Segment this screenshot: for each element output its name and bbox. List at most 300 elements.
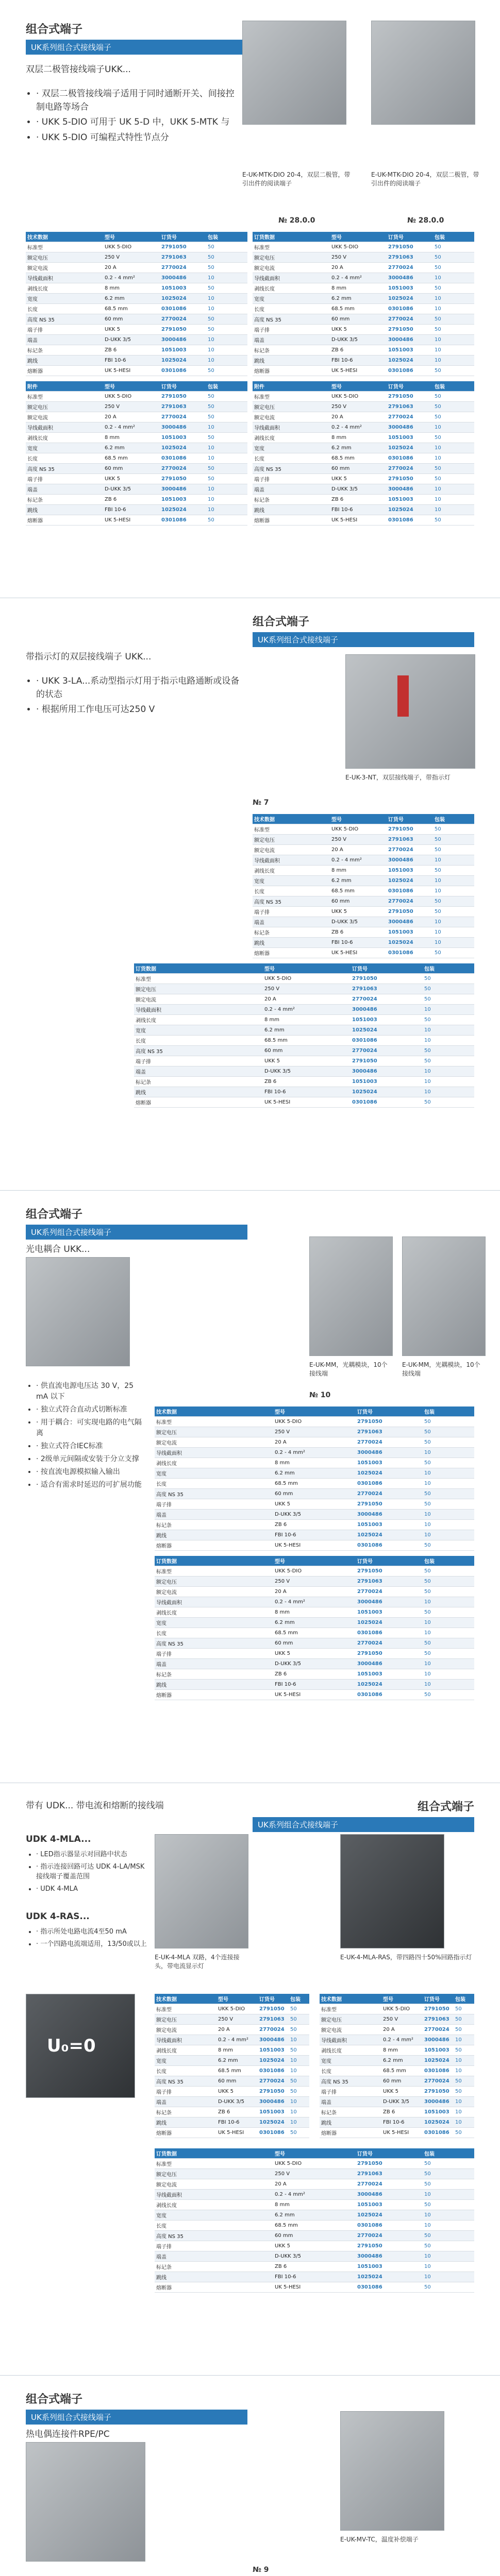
table-row bbox=[155, 1540, 474, 1551]
table-cell: 1025024 bbox=[387, 443, 433, 453]
table-cell: 50 bbox=[433, 515, 474, 526]
table-cell: 60 mm bbox=[216, 2076, 258, 2087]
table-cell: 3000486 bbox=[356, 2251, 423, 2262]
table-cell: 1051003 bbox=[387, 866, 433, 876]
table-row bbox=[134, 1056, 474, 1066]
table-row bbox=[320, 2014, 474, 2025]
table-cell: 端盖 bbox=[253, 917, 330, 927]
table-cell: 额定电压 bbox=[155, 1427, 273, 1437]
table-cell: UK 5-HESI bbox=[273, 1690, 356, 1700]
table-cell: 50 bbox=[423, 974, 474, 984]
table-cell: 3000486 bbox=[423, 2097, 454, 2107]
table-cell: 高度 NS 35 bbox=[26, 314, 103, 325]
table-cell: 50 bbox=[206, 392, 247, 402]
table-header: 型号 bbox=[263, 963, 351, 974]
table-cell: D-UKK 3/5 bbox=[216, 2097, 258, 2107]
table-cell: FBI 10-6 bbox=[330, 938, 387, 948]
table-cell: 10 bbox=[433, 304, 474, 314]
table-row bbox=[155, 1417, 474, 1427]
table-row bbox=[155, 2014, 309, 2025]
table-cell: 剥线长度 bbox=[155, 1607, 273, 1618]
table-cell: 50 bbox=[433, 464, 474, 474]
table-cell: UK 5-HESI bbox=[103, 515, 160, 526]
product-code: № 9 bbox=[253, 2566, 269, 2574]
table-cell: 50 bbox=[206, 366, 247, 376]
feature-item: • · 双层二极管接线端子适用于同时通断开关、间接控制电路等场合 bbox=[36, 88, 242, 114]
table-cell: 1025024 bbox=[351, 1025, 423, 1036]
table-cell: 0301086 bbox=[160, 453, 206, 464]
table-cell: 10 bbox=[423, 1087, 474, 1097]
product-code: № 7 bbox=[253, 799, 269, 807]
table-row bbox=[155, 1530, 474, 1540]
table-cell: 长度 bbox=[155, 1479, 273, 1489]
table-row bbox=[134, 1066, 474, 1077]
table-cell: 剥线长度 bbox=[26, 283, 103, 294]
table-cell: 250 V bbox=[273, 1577, 356, 1587]
table-cell: 10 bbox=[423, 1005, 474, 1015]
table-row bbox=[320, 2035, 474, 2045]
table-cell: 端子排 bbox=[253, 325, 330, 335]
section-title: 组合式端子 bbox=[26, 2393, 83, 2406]
table-cell: 高度 NS 35 bbox=[26, 464, 103, 474]
section-intro: 热电偶连接件RPE/PC bbox=[26, 2429, 110, 2439]
table-cell: 标准型 bbox=[155, 2004, 216, 2014]
section-title: 组合式端子 bbox=[417, 1801, 474, 1814]
table-row bbox=[320, 2056, 474, 2066]
table-cell: 1051003 bbox=[258, 2045, 289, 2056]
table-cell: 熔断器 bbox=[320, 2128, 381, 2138]
table-cell: 50 bbox=[423, 2231, 474, 2241]
table-row bbox=[155, 1566, 474, 1577]
table-row bbox=[134, 994, 474, 1005]
table-cell: 8 mm bbox=[273, 1607, 356, 1618]
table-cell: 2791050 bbox=[258, 2004, 289, 2014]
table-cell: 端子排 bbox=[320, 2087, 381, 2097]
table-cell: 跳线 bbox=[155, 2272, 273, 2282]
table-header: 技术数据 bbox=[26, 232, 103, 242]
product-code: № 10 bbox=[309, 1391, 331, 1399]
table-cell: 50 bbox=[206, 314, 247, 325]
table-header: 附件 bbox=[253, 381, 330, 392]
table-row bbox=[320, 2066, 474, 2076]
table-cell: 10 bbox=[423, 1669, 474, 1680]
table-header: 型号 bbox=[273, 1556, 356, 1566]
table-cell: 长度 bbox=[155, 2221, 273, 2231]
table-cell: 50 bbox=[423, 1056, 474, 1066]
table-cell: 10 bbox=[423, 1680, 474, 1690]
table-cell: 0301086 bbox=[387, 886, 433, 896]
table-cell: 10 bbox=[206, 422, 247, 433]
table-cell: 跳线 bbox=[155, 1530, 273, 1540]
table-cell: 2791063 bbox=[160, 402, 206, 412]
product-photo bbox=[402, 1236, 486, 1356]
table-cell: 3000486 bbox=[160, 273, 206, 283]
table-cell: 68.5 mm bbox=[216, 2066, 258, 2076]
table-row bbox=[155, 2097, 309, 2107]
table-header: 型号 bbox=[330, 814, 387, 824]
table-row bbox=[155, 1489, 474, 1499]
table-header: 订货号 bbox=[160, 232, 206, 242]
table-cell: 68.5 mm bbox=[103, 304, 160, 314]
table-cell: 10 bbox=[433, 495, 474, 505]
table-cell: 20 A bbox=[330, 412, 387, 422]
table-row bbox=[155, 1427, 474, 1437]
table-cell: 0301086 bbox=[356, 2282, 423, 2293]
table-cell: 68.5 mm bbox=[330, 304, 387, 314]
table-cell: 熔断器 bbox=[253, 515, 330, 526]
table-cell: 1025024 bbox=[356, 1680, 423, 1690]
table-row bbox=[253, 917, 474, 927]
table-cell: D-UKK 3/5 bbox=[273, 1659, 356, 1669]
table-cell: 10 bbox=[454, 2066, 474, 2076]
table-cell: 2791050 bbox=[356, 1566, 423, 1577]
table-row bbox=[26, 294, 247, 304]
table-header: 包装 bbox=[423, 1556, 474, 1566]
table-cell: 1051003 bbox=[160, 433, 206, 443]
table-row bbox=[155, 2087, 309, 2097]
table-cell: 10 bbox=[423, 2210, 474, 2221]
table-cell: 50 bbox=[423, 2159, 474, 2169]
table-cell: 50 bbox=[423, 2200, 474, 2210]
table-row bbox=[155, 1448, 474, 1458]
table-header: 型号 bbox=[103, 232, 160, 242]
table-cell: 3000486 bbox=[356, 1510, 423, 1520]
table-body bbox=[134, 974, 474, 1108]
table-row bbox=[26, 283, 247, 294]
table-cell: 10 bbox=[433, 484, 474, 495]
table-cell: 50 bbox=[423, 1046, 474, 1056]
table-row bbox=[155, 1690, 474, 1700]
table-cell: 1025024 bbox=[160, 443, 206, 453]
table-row bbox=[134, 984, 474, 994]
table-cell: 1051003 bbox=[356, 1607, 423, 1618]
table-cell: 额定电压 bbox=[320, 2014, 381, 2025]
table-cell: 50 bbox=[433, 866, 474, 876]
table-cell: 10 bbox=[289, 2035, 309, 2045]
table-cell: 0301086 bbox=[387, 515, 433, 526]
table-cell: 2770024 bbox=[387, 314, 433, 325]
table-cell: 8 mm bbox=[273, 2200, 356, 2210]
table-cell: 20 A bbox=[330, 263, 387, 273]
table-cell: 10 bbox=[289, 2097, 309, 2107]
table-cell: 1051003 bbox=[387, 283, 433, 294]
table-row bbox=[253, 366, 474, 376]
table-cell: 长度 bbox=[253, 453, 330, 464]
table-cell: 20 A bbox=[216, 2025, 258, 2035]
table-cell: 高度 NS 35 bbox=[155, 2231, 273, 2241]
table-cell: 50 bbox=[433, 314, 474, 325]
table-cell: UKK 5 bbox=[330, 474, 387, 484]
feature-item: • · UKK 5-DIO 可用于 UK 5-D 中，UKK 5-MTK 与 bbox=[36, 116, 242, 129]
table-cell: 导线截面积 bbox=[155, 1448, 273, 1458]
table-cell: 68.5 mm bbox=[273, 2221, 356, 2231]
table-cell: 10 bbox=[423, 1066, 474, 1077]
table-cell: 熔断器 bbox=[253, 366, 330, 376]
table-cell: FBI 10-6 bbox=[273, 1530, 356, 1540]
section-diode-terminals bbox=[0, 10, 500, 598]
accessory-table bbox=[253, 381, 474, 526]
table-cell: 2791063 bbox=[356, 2169, 423, 2179]
table-cell: 标准型 bbox=[26, 392, 103, 402]
table-cell: 10 bbox=[454, 2117, 474, 2128]
table-cell: 10 bbox=[423, 1025, 474, 1036]
table-cell: 6.2 mm bbox=[330, 443, 387, 453]
table-row bbox=[253, 886, 474, 896]
table-row bbox=[320, 2004, 474, 2014]
table-cell: 额定电流 bbox=[26, 263, 103, 273]
table-cell: 标记条 bbox=[253, 927, 330, 938]
table-cell: ZB 6 bbox=[263, 1077, 351, 1087]
table-row bbox=[253, 927, 474, 938]
table-header: 订货数据 bbox=[253, 232, 330, 242]
table-row bbox=[253, 845, 474, 855]
table-row bbox=[155, 1510, 474, 1520]
table-cell: 1025024 bbox=[387, 938, 433, 948]
table-cell: D-UKK 3/5 bbox=[330, 484, 387, 495]
table-cell: 跳线 bbox=[26, 505, 103, 515]
table-row bbox=[155, 1458, 474, 1468]
table-cell: 端盖 bbox=[26, 484, 103, 495]
table-cell: 250 V bbox=[103, 402, 160, 412]
product-photo bbox=[155, 1834, 248, 1948]
table-row bbox=[253, 355, 474, 366]
table-cell: UK 5-HESI bbox=[381, 2128, 423, 2138]
table-cell: 50 bbox=[206, 283, 247, 294]
table-cell: D-UKK 3/5 bbox=[103, 335, 160, 345]
table-row bbox=[26, 484, 247, 495]
order-data-table bbox=[134, 963, 474, 1108]
table-cell: FBI 10-6 bbox=[330, 355, 387, 366]
table-cell: 250 V bbox=[216, 2014, 258, 2025]
table-row bbox=[155, 1638, 474, 1649]
table-header: 订货数据 bbox=[134, 963, 263, 974]
table-cell: 50 bbox=[423, 1540, 474, 1551]
feature-item: • · 一个四路电流端适用，13/50或以上 bbox=[36, 1939, 149, 1950]
table-cell: 50 bbox=[206, 464, 247, 474]
table-cell: ZB 6 bbox=[273, 1669, 356, 1680]
table-cell: 长度 bbox=[253, 886, 330, 896]
table-body bbox=[26, 392, 247, 526]
section-intro: 光电耦合 UKK... bbox=[26, 1244, 90, 1255]
table-cell: 2770024 bbox=[258, 2025, 289, 2035]
table-cell: 标记条 bbox=[253, 495, 330, 505]
table-cell: 10 bbox=[423, 2251, 474, 2262]
table-row bbox=[155, 1669, 474, 1680]
table-row bbox=[253, 294, 474, 304]
table-cell: 标准型 bbox=[26, 242, 103, 252]
feature-item: • · 独立式符合IEC标准 bbox=[36, 1441, 144, 1452]
table-cell: 2791063 bbox=[351, 984, 423, 994]
table-cell: 1051003 bbox=[351, 1077, 423, 1087]
table-cell: 50 bbox=[423, 2282, 474, 2293]
table-cell: 0.2 - 4 mm² bbox=[273, 1597, 356, 1607]
table-row bbox=[253, 422, 474, 433]
table-header: 型号 bbox=[216, 1994, 258, 2004]
table-cell: 10 bbox=[423, 1510, 474, 1520]
table-cell: 10 bbox=[423, 2221, 474, 2231]
table-cell: 10 bbox=[423, 1618, 474, 1628]
table-cell: 68.5 mm bbox=[330, 453, 387, 464]
product-photo bbox=[345, 654, 475, 769]
table-cell: 10 bbox=[423, 1448, 474, 1458]
subsection-title: UDK 4-MLA... bbox=[26, 1834, 91, 1844]
table-cell: 剥线长度 bbox=[320, 2045, 381, 2056]
table-cell: 2791050 bbox=[387, 824, 433, 835]
table-cell: 额定电流 bbox=[253, 412, 330, 422]
table-cell: FBI 10-6 bbox=[263, 1087, 351, 1097]
table-row bbox=[155, 2117, 309, 2128]
table-cell: 10 bbox=[289, 2056, 309, 2066]
table-cell: 10 bbox=[206, 453, 247, 464]
table-cell: 高度 NS 35 bbox=[253, 896, 330, 907]
table-cell: 1051003 bbox=[423, 2045, 454, 2056]
table-row bbox=[253, 824, 474, 835]
product-photo bbox=[26, 1257, 130, 1366]
table-header: 包装 bbox=[206, 232, 247, 242]
table-row bbox=[253, 443, 474, 453]
table-cell: ZB 6 bbox=[330, 927, 387, 938]
table-cell: UKK 5 bbox=[381, 2087, 423, 2097]
table-cell: 剥线长度 bbox=[155, 2045, 216, 2056]
table-cell: 10 bbox=[289, 2066, 309, 2076]
feature-item: • · LED指示器显示对回路中状态 bbox=[36, 1850, 149, 1860]
table-cell: 8 mm bbox=[263, 1015, 351, 1025]
table-row bbox=[26, 453, 247, 464]
table-row bbox=[134, 1087, 474, 1097]
table-cell: 端盖 bbox=[155, 2097, 216, 2107]
table-row bbox=[253, 855, 474, 866]
table-row bbox=[320, 2128, 474, 2138]
table-cell: 250 V bbox=[273, 1427, 356, 1437]
table-row bbox=[134, 1015, 474, 1025]
table-cell: 8 mm bbox=[103, 433, 160, 443]
table-row bbox=[320, 2097, 474, 2107]
table-row bbox=[26, 505, 247, 515]
table-cell: 68.5 mm bbox=[263, 1036, 351, 1046]
table-cell: FBI 10-6 bbox=[273, 1680, 356, 1690]
table-cell: 1051003 bbox=[160, 283, 206, 294]
table-cell: 宽度 bbox=[155, 1618, 273, 1628]
table-cell: D-UKK 3/5 bbox=[273, 2251, 356, 2262]
table-row bbox=[155, 2231, 474, 2241]
table-cell: 50 bbox=[423, 1649, 474, 1659]
table-cell: 2791050 bbox=[160, 392, 206, 402]
table-cell: 8 mm bbox=[103, 283, 160, 294]
table-cell: 2770024 bbox=[387, 845, 433, 855]
table-cell: 2770024 bbox=[160, 314, 206, 325]
table-cell: 60 mm bbox=[330, 464, 387, 474]
table-cell: 额定电流 bbox=[155, 1437, 273, 1448]
table-cell: 3000486 bbox=[356, 1659, 423, 1669]
table-cell: 标记条 bbox=[26, 495, 103, 505]
table-header: 型号 bbox=[330, 381, 387, 392]
table-cell: 8 mm bbox=[330, 866, 387, 876]
section-thermocouple-terminals bbox=[0, 2380, 500, 2576]
table-cell: 10 bbox=[433, 355, 474, 366]
feature-item: • · UDK 4-MLA bbox=[36, 1884, 149, 1894]
table-cell: 端子排 bbox=[155, 1649, 273, 1659]
table-cell: 68.5 mm bbox=[330, 886, 387, 896]
table-cell: 10 bbox=[433, 938, 474, 948]
table-cell: 额定电流 bbox=[134, 994, 263, 1005]
table-cell: 0301086 bbox=[387, 304, 433, 314]
table-cell: 3000486 bbox=[356, 2190, 423, 2200]
feature-item: • · UKK 3-LA...系动型指示灯用于指示电路通断或设备的状态 bbox=[36, 675, 242, 701]
feature-list bbox=[26, 675, 242, 719]
table-cell: UKK 5 bbox=[263, 1056, 351, 1066]
table-cell: UK 5-HESI bbox=[263, 1097, 351, 1108]
table-cell: ZB 6 bbox=[381, 2107, 423, 2117]
section-title: 组合式端子 bbox=[26, 1208, 83, 1221]
table-cell: 68.5 mm bbox=[273, 1479, 356, 1489]
table-row bbox=[253, 948, 474, 958]
table-row bbox=[26, 314, 247, 325]
table-row bbox=[253, 325, 474, 335]
table-cell: 2770024 bbox=[160, 464, 206, 474]
table-row bbox=[155, 1628, 474, 1638]
table-row bbox=[253, 907, 474, 917]
table-cell: 高度 NS 35 bbox=[134, 1046, 263, 1056]
table-row bbox=[134, 1025, 474, 1036]
table-cell: 50 bbox=[454, 2004, 474, 2014]
table-cell: 剥线长度 bbox=[155, 1458, 273, 1468]
table-cell: 3000486 bbox=[351, 1066, 423, 1077]
table-row bbox=[155, 2045, 309, 2056]
table-cell: 10 bbox=[206, 273, 247, 283]
table-cell: 1025024 bbox=[160, 505, 206, 515]
table-cell: 50 bbox=[206, 412, 247, 422]
table-cell: UKK 5 bbox=[273, 1499, 356, 1510]
table-cell: D-UKK 3/5 bbox=[381, 2097, 423, 2107]
table-cell: UK 5-HESI bbox=[273, 1540, 356, 1551]
table-cell: UKK 5-DIO bbox=[273, 1417, 356, 1427]
table-cell: 10 bbox=[423, 1520, 474, 1530]
table-cell: 10 bbox=[433, 294, 474, 304]
table-cell: 熔断器 bbox=[134, 1097, 263, 1108]
section-optocoupler-terminals bbox=[0, 1195, 500, 1783]
table-header: 型号 bbox=[381, 1994, 423, 2004]
table-cell: 10 bbox=[433, 345, 474, 355]
table-cell: 50 bbox=[206, 402, 247, 412]
table-cell: 端子排 bbox=[26, 325, 103, 335]
section-header bbox=[26, 1206, 247, 1240]
table-cell: 2791063 bbox=[160, 252, 206, 263]
table-cell: 2770024 bbox=[356, 1437, 423, 1448]
table-row bbox=[155, 1499, 474, 1510]
table-row bbox=[253, 273, 474, 283]
table-row bbox=[26, 412, 247, 422]
table-row bbox=[134, 974, 474, 984]
table-cell: 标准型 bbox=[253, 824, 330, 835]
table-cell: 60 mm bbox=[103, 314, 160, 325]
table-cell: 2791050 bbox=[423, 2004, 454, 2014]
table-cell: 端子排 bbox=[155, 2241, 273, 2251]
table-cell: 50 bbox=[454, 2014, 474, 2025]
table-cell: 50 bbox=[423, 994, 474, 1005]
table-cell: 50 bbox=[423, 2169, 474, 2179]
table-cell: 50 bbox=[423, 1566, 474, 1577]
table-cell: 50 bbox=[206, 252, 247, 263]
table-cell: 2791050 bbox=[387, 474, 433, 484]
table-cell: 0.2 - 4 mm² bbox=[103, 422, 160, 433]
table-cell: 50 bbox=[433, 845, 474, 855]
table-cell: 端子排 bbox=[26, 474, 103, 484]
table-cell: 2770024 bbox=[356, 1638, 423, 1649]
table-header: 订货号 bbox=[356, 1556, 423, 1566]
table-cell: 50 bbox=[423, 1458, 474, 1468]
table-cell: 标准型 bbox=[253, 392, 330, 402]
table-row bbox=[134, 1005, 474, 1015]
